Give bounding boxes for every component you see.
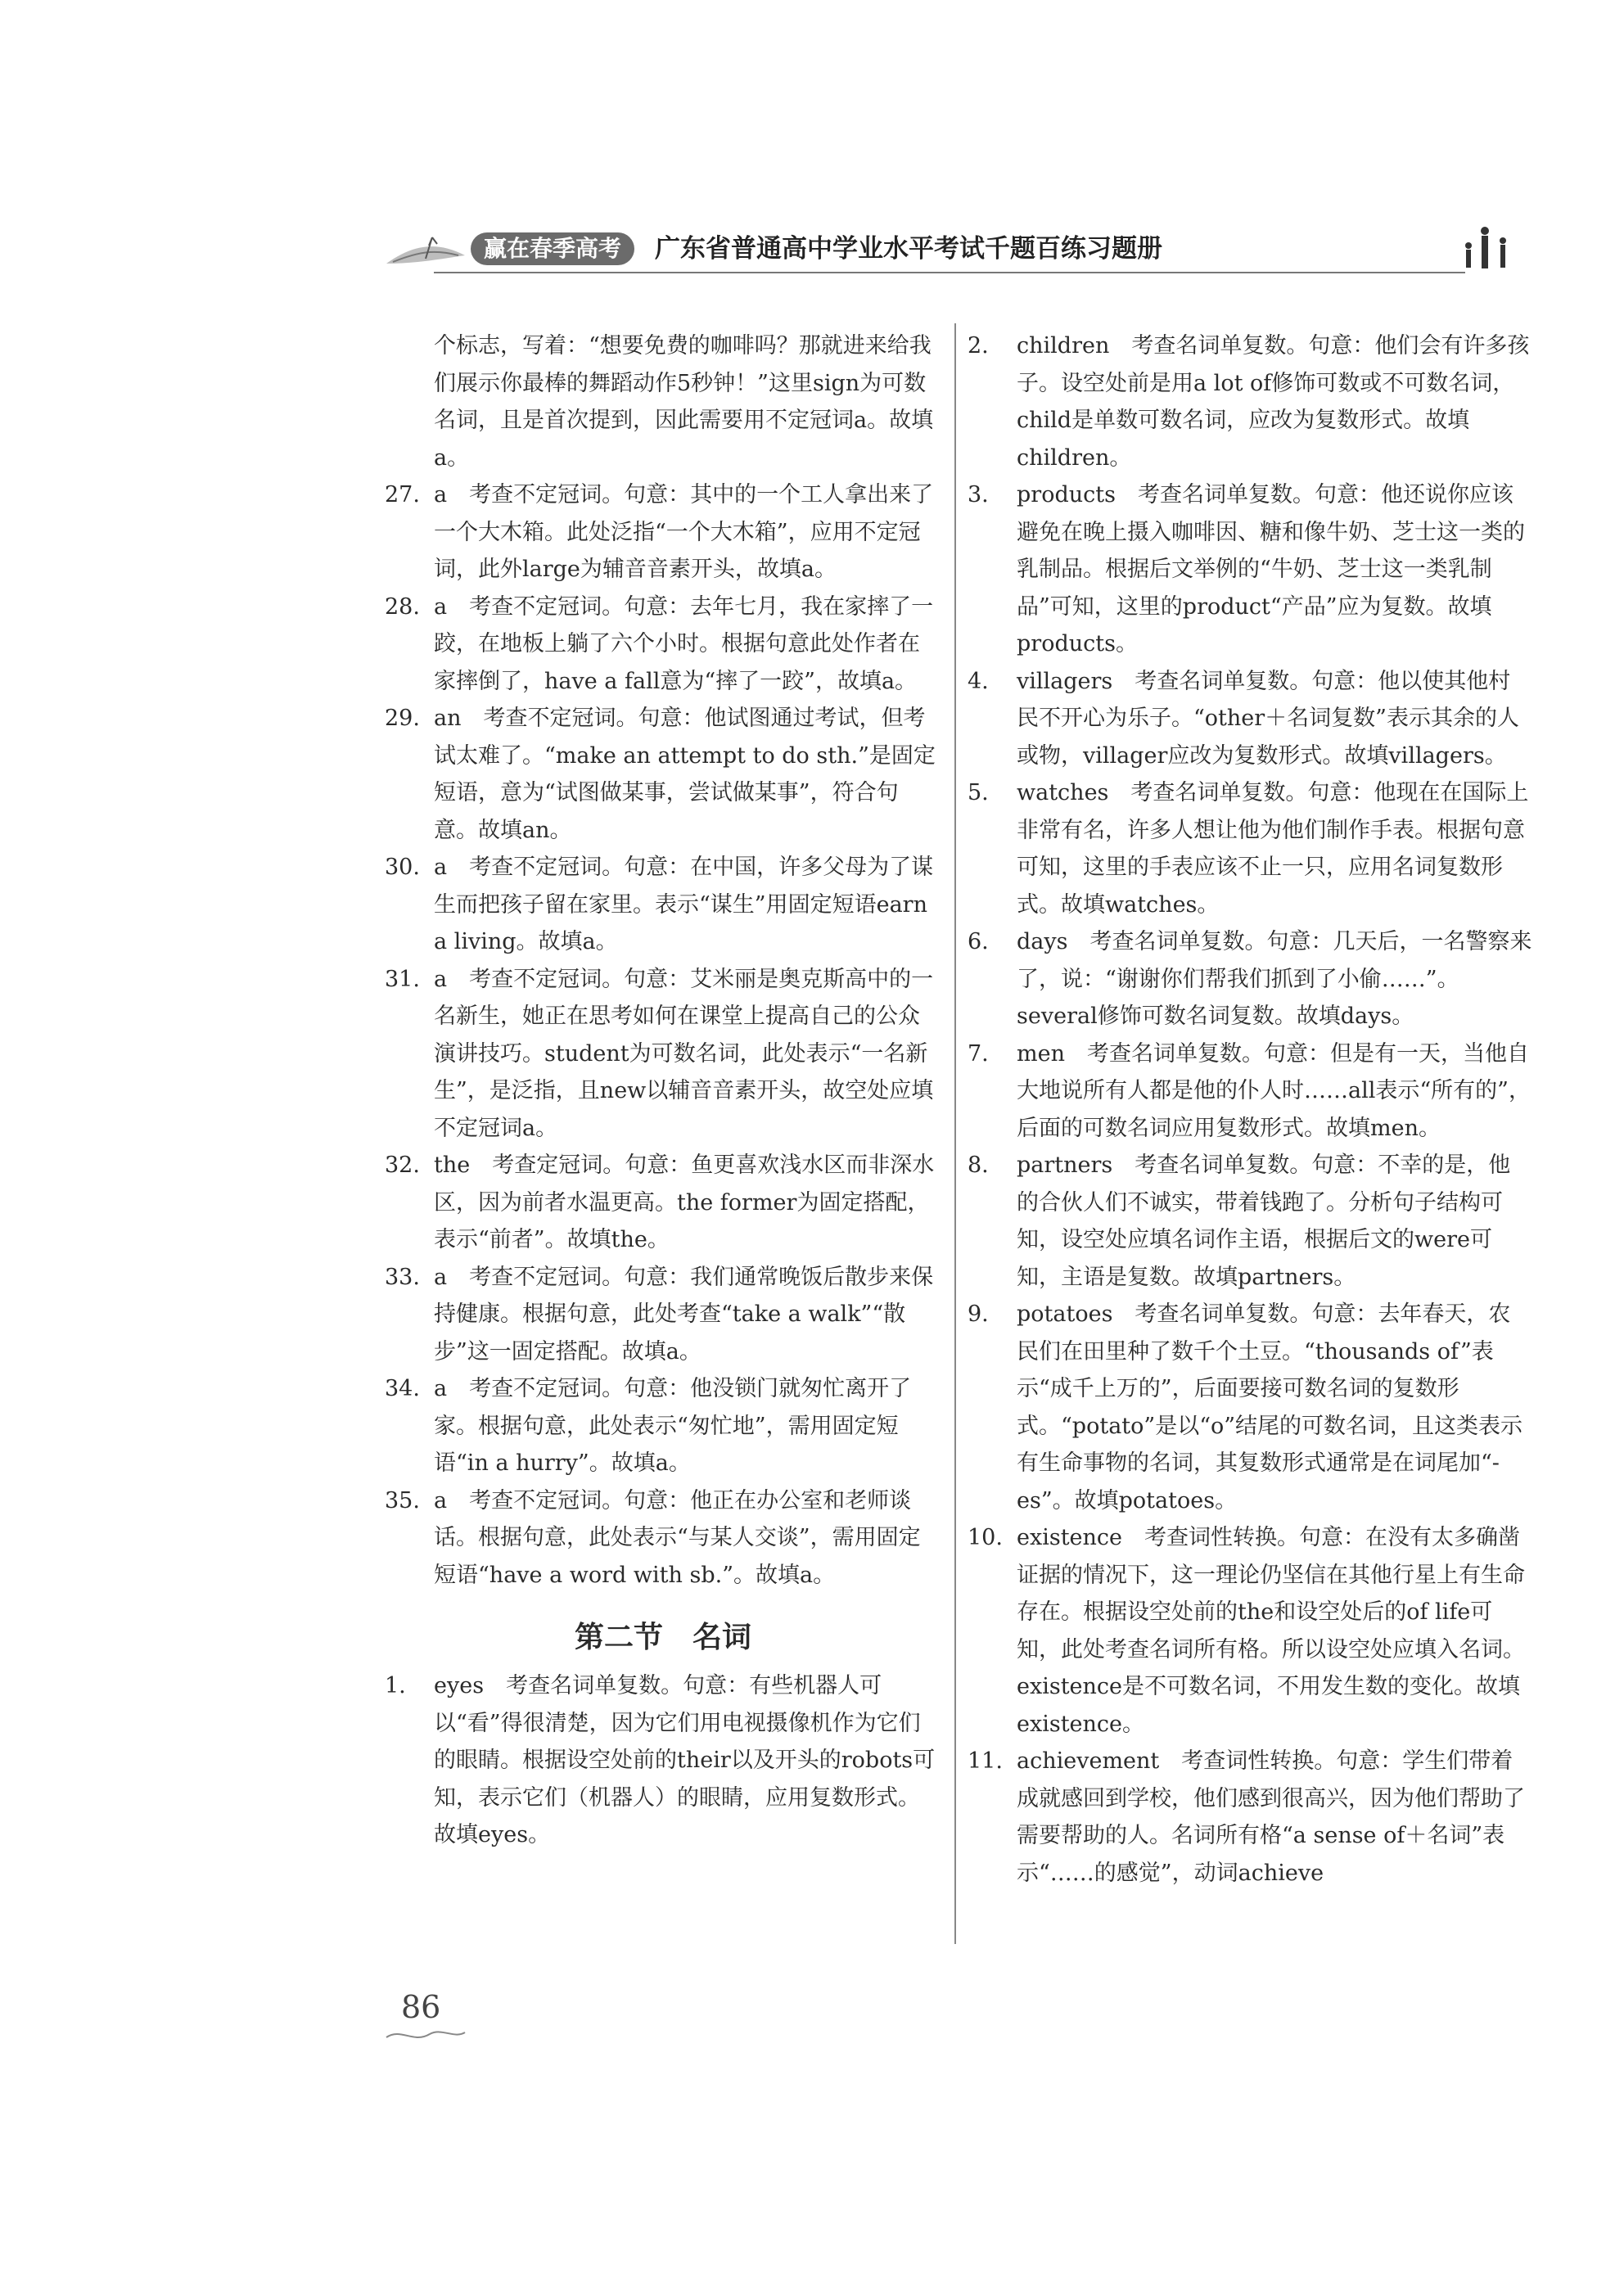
answer-item: 11. achievement 考查词性转换。句意：学生们带着成就感回到学校，他们感到很高兴，因为他们帮助了需要帮助的人。名词所有格“a sense of＋名词”表示“……的感觉”，动词achieve — [968, 1748, 1525, 1886]
answer-item: 29. an 考查不定冠词。句意：他试图通过考试，但考试太难了。“make an attempt to do sth.”是固定短语，意为“试图做某事，尝试做某事”，符合句意。故填an。 — [385, 706, 936, 843]
page-number: 86 — [401, 1989, 441, 2025]
answer-item: 1. eyes 考查名词单复数。句意：有些机器人可以“看”得很清楚，因为它们用电视摄像机作为它们的眼睛。根据设空处前的their以及开头的robots可知，表示它们（机器人）的眼睛，应用复数形式。故填eyes。 — [385, 1673, 936, 1847]
answer-item: 4. villagers 考查名词单复数。句意：他以使其他村民不开心为乐子。“other＋名词复数”表示其余的人或物，villager应改为复数形式。故填villagers。 — [968, 668, 1519, 769]
answer-item: 8. partners 考查名词单复数。句意：不幸的是，他的合伙人们不诚实，带着钱跑了。分析句子结构可知，设空处应填名词作主语，根据后文的were可知，主语是复数。故填partners。 — [968, 1153, 1511, 1290]
answer-item: 7. men 考查名词单复数。句意：但是有一天，当他自大地说所有人都是他的仆人时……all表示“所有的”，后面的可数名词应用复数形式。故填men。 — [968, 1040, 1531, 1141]
series-badge: 赢在春季高考 — [471, 232, 634, 265]
answer-item: 31. a 考查不定冠词。句意：艾米丽是奥克斯高中的一名新生，她正在思考如何在课堂上提高自己的公众演讲技巧。student为可数名词，此处表示“一名新生”，是泛指，且new以辅音音素开头，故空处应填不定冠词a。 — [385, 966, 934, 1141]
answer-item: 28. a 考查不定冠词。句意：去年七月，我在家摔了一跤，在地板上躺了六个小时。根据句意此处作者在家摔倒了，have a fall意为“摔了一跤”，故填a。 — [385, 593, 934, 694]
header-rule — [434, 272, 1465, 273]
leaf-ornament-icon — [385, 231, 467, 268]
book-title: 广东省普通高中学业水平考试千题百练习题册 — [655, 234, 1162, 264]
answer-item: 35. a 考查不定冠词。句意：他正在办公室和老师谈话。根据句意，此处表示“与某人交谈”，需用固定短语“have a word with sb.”。故填a。 — [385, 1487, 921, 1588]
answer-item: 27. a 考查不定冠词。句意：其中的一个工人拿出来了一个大木箱。此处泛指“一个大木箱”，应用不定冠词，此外large为辅音音素开头，故填a。 — [385, 482, 934, 582]
section-heading: 第二节 名词 — [574, 1621, 751, 1654]
answer-item: 33. a 考查不定冠词。句意：我们通常晚饭后散步来保持健康。根据句意，此处考查“take a walk”“散步”这一固定搭配。故填a。 — [385, 1264, 934, 1365]
answer-item: 2. children 考查名词单复数。句意：他们会有许多孩子。设空处前是用a lot of修饰可数或不可数名词，child是单数可数名词，应改为复数形式。故填children。 — [968, 333, 1530, 471]
answer-item: 30. a 考查不定冠词。句意：在中国，许多父母为了谋生而把孩子留在家里。表示“谋生”用固定短语earn a living。故填a。 — [385, 855, 934, 954]
continued-answer: 个标志，写着：“想要免费的咖啡吗？那就进来给我们展示你最棒的舞蹈动作5秒钟！”这里sign为可数名词，且是首次提到，因此需要用不定冠词a。故填a。 — [434, 333, 934, 471]
vine-ornament-icon — [385, 2026, 467, 2046]
right-column — [968, 327, 1532, 1892]
answer-item: 6. days 考查名词单复数。句意：几天后，一名警察来了，说：“谢谢你们帮我们抓到了小偷……”。several修饰可数名词复数。故填days。 — [968, 929, 1532, 1029]
column-divider — [954, 323, 956, 1944]
figures-icon — [1457, 221, 1514, 277]
answer-item: 32. the 考查定冠词。句意：鱼更喜欢浅水区而非深水区，因为前者水温更高。the former为固定搭配，表示“前者”。故填the。 — [385, 1153, 935, 1252]
running-header — [385, 221, 1514, 278]
answer-item: 5. watches 考查名词单复数。句意：他现在在国际上非常有名，许多人想让他为他们制作手表。根据句意可知，这里的手表应该不止一只，应用名词复数形式。故填watches。 — [968, 780, 1529, 918]
answer-item: 3. products 考查名词单复数。句意：他还说你应该避免在晚上摄入咖啡因、糖和像牛奶、芝士这一类的乳制品。根据后文举例的“牛奶、芝士这一类乳制品”可知，这里的product“产品”应为复数。故填products。 — [968, 482, 1525, 656]
left-column — [385, 327, 941, 1854]
answer-item: 9. potatoes 考查名词单复数。句意：去年春天，农民们在田里种了数千个土豆。“thousands of”表示“成千上万的”，后面要接可数名词的复数形式。“potato”是以“o”结尾的可数名词，且这类表示有生命事物的名词，其复数形式通常是在词尾加“-es”。故填potatoes。 — [968, 1301, 1523, 1513]
answer-item: 34. a 考查不定冠词。句意：他没锁门就匆忙离开了家。根据句意，此处表示“匆忙地”，需用固定短语“in a hurry”。故填a。 — [385, 1376, 912, 1476]
answer-item: 10. existence 考查词性转换。句意：在没有太多确凿证据的情况下，这一理论仍坚信在其他行星上有生命存在。根据设空处前的the和设空处后的of life可知，此处考查名词所有格。所以设空处应填入名词。existence是不可数名词，不用发生数的变化。故填existence。 — [968, 1525, 1525, 1737]
